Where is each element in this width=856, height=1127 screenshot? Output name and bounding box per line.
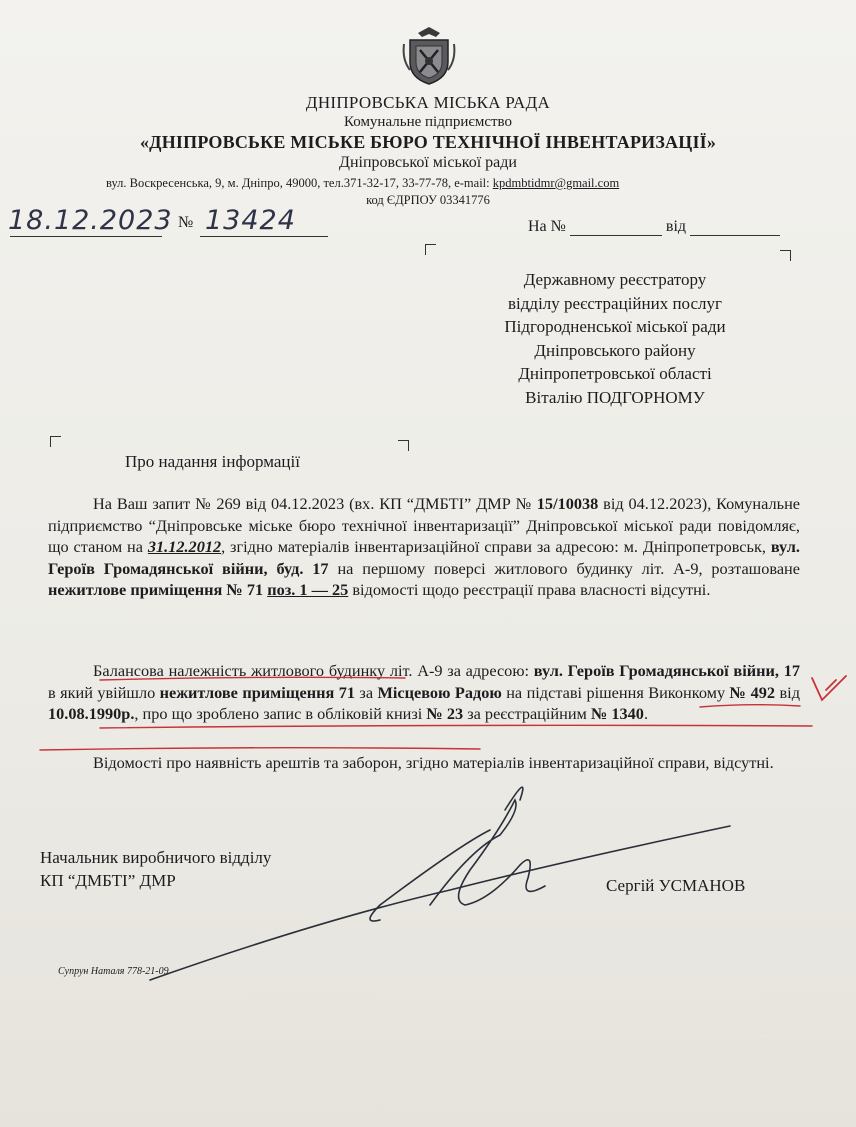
recipient-line: Віталію ПОДГОРНОМУ [525,387,705,407]
outgoing-date: 18.12.2023 [8,205,173,236]
balance-ownership-text: Балансова належність житлового будинку літ. А-9 [93,661,443,680]
reference-number-blank [570,219,662,236]
council-name: ДНІПРОВСЬКА МІСЬКА РАДА [305,93,551,112]
reference-date-blank [690,219,780,236]
red-underline [40,748,480,750]
signatory-department: КП “ДМБТІ” ДМР [40,871,176,890]
corner-mark [398,440,409,451]
body-text: , згідно матеріалів інвентаризаційної справи за адресою: м. Дніпропетровськ, [221,537,771,557]
body-text: за [354,682,378,702]
body-text: за реєстраційним [463,704,591,724]
body-text: на підставі рішення Виконкому [501,682,730,702]
contact-address [106,176,619,191]
outgoing-number: 13424 [205,205,296,236]
reference-line [528,218,780,236]
recipient-line: Державному реєстратору [523,270,707,289]
edrpou-code: код ЄДРПОУ 03341776 [366,193,490,207]
recipient-line: Дніпропетровської області [518,364,712,383]
enterprise-subtitle: Дніпровської міської ради [339,154,517,171]
body-text: на першому поверсі житлового будинку літ. А-9, розташоване [328,558,800,578]
body-text: . [643,704,649,724]
email-link[interactable]: kpdmbtidmr@gmail.com [492,176,620,190]
body-text: Відомості про наявність арештів та заборон, згідно матеріалів інвентаризаційної справи, відсутні. [93,753,774,772]
decision-date: 10.08.1990р. [48,704,135,724]
body-paragraph-1 [48,493,800,601]
date-underline [10,236,162,237]
body-paragraph-3 [48,752,800,774]
decision-number: № 492 [729,682,776,702]
owner-name: Місцевою Радою [377,682,502,702]
body-text: за адресою: [442,661,534,680]
recipient-block [450,268,780,409]
status-date: 31.12.2012 [147,537,222,557]
reference-from-label: від [665,218,687,235]
body-text: в який увійшло [48,682,160,702]
registration-number: № 1340 [590,704,644,724]
outgoing-number-label: № [178,214,194,231]
property-address: вул. Героїв Громадянської війни, 17 [533,661,800,680]
reference-number-label: На № [528,218,566,235]
letter-subject: Про надання інформації [125,452,300,471]
body-text: від 04.12.2023), Комунальне підприємство “Дніпровське міське бюро технічної інвентаризації” Дніпровської міської ради повідомляє, що станом на [48,494,801,557]
recipient-line: Дніпровського району [534,340,696,360]
address-text: вул. Воскресенська, 9, м. Дніпро, 49000, тел.371-32-17, 33-77-78, e-mail: [106,176,493,190]
signatory-title: Начальник виробничого відділу [40,848,272,867]
body-text: відомості щодо реєстрації права власності відсутні. [348,580,711,600]
red-underline [100,725,812,728]
premises-number: нежитлове приміщення № 71 [48,580,264,600]
book-number: № 23 [426,704,464,724]
red-check-mark [812,676,846,700]
number-underline [200,236,328,237]
body-paragraph-2 [48,660,800,725]
recipient-line: Підгородненської міської ради [504,317,726,336]
recipient-line: відділу реєстраційних послуг [508,293,722,313]
body-text: , про що зроблено запис в обліковій книзі [134,704,427,724]
position-range: поз. 1 — 25 [267,580,349,600]
corner-mark [50,436,61,447]
corner-mark [425,244,436,255]
enterprise-type: Комунальне підприємство [343,114,513,130]
body-text: від [775,682,800,702]
executor-info: Супрун Наталя 778-21-09 [58,966,169,977]
body-text: На Ваш запит № 269 від 04.12.2023 (вх. КП “ДМБТІ” ДМР № [93,494,537,513]
premises-number: нежитлове приміщення 71 [159,682,355,702]
property-address: вул. Героїв Громадянської війни, буд. 17 [48,537,800,578]
corner-mark [780,250,791,261]
incoming-number: 15/10038 [536,494,599,513]
enterprise-name: «ДНІПРОВСЬКЕ МІСЬКЕ БЮРО ТЕХНІЧНОЇ ІНВЕНТАРИЗАЦІЇ» [139,132,717,152]
city-emblem-icon [398,24,460,86]
signatory-name: Сергій УСМАНОВ [606,876,746,895]
